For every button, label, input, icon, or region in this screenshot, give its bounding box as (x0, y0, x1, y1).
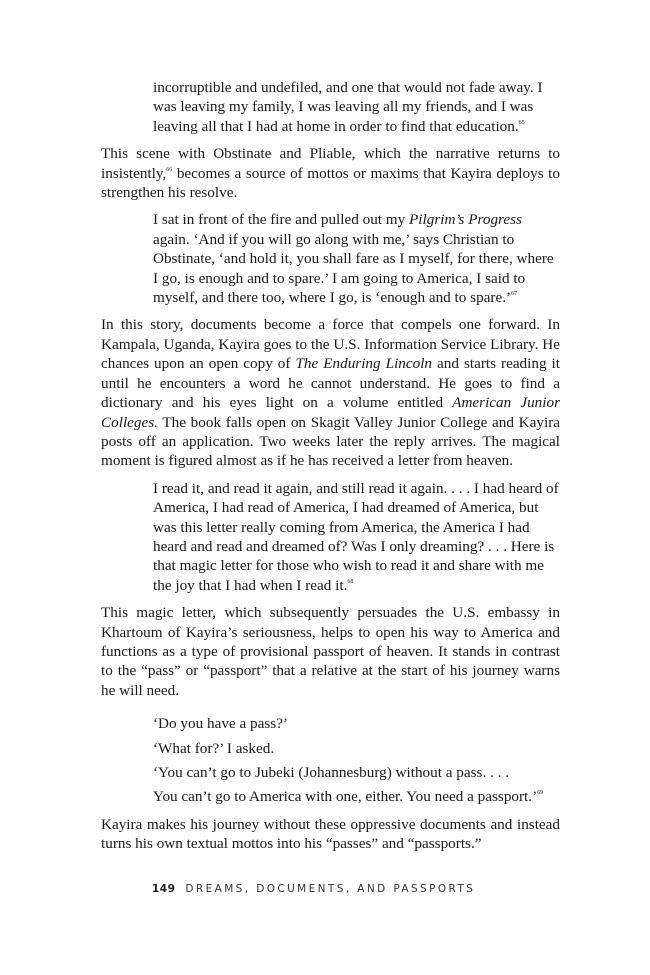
italic-title: The Enduring Lincoln (295, 355, 433, 373)
dialogue-line (153, 739, 560, 758)
body-paragraph (101, 815, 560, 854)
text-run: incorruptible and undefiled, and one that would not fade away. I was leaving my family, I was leaving all my friends, and I was leaving all that I had at home in order to find that education. (153, 79, 543, 135)
text-run: You can’t go to America with one, either. You need a passport.’ (153, 788, 538, 806)
quote-text (153, 479, 560, 595)
text-run: ‘What for?’ I asked. (153, 739, 275, 757)
italic-title: Pilgrim’s Progress (409, 211, 522, 229)
footnote-ref: 67 (511, 291, 518, 297)
page-number: 149 (152, 883, 176, 895)
dialogue-line (153, 787, 560, 806)
text-run: becomes a source of mottos or maxims that Kayira deploys to strengthen his resolve. (101, 164, 560, 202)
running-head: DREAMS, DOCUMENTS, AND PASSPORTS (185, 883, 476, 895)
block-quote (153, 479, 560, 595)
page-body (101, 78, 560, 862)
footnote-ref: 69 (537, 790, 544, 797)
body-paragraph (101, 144, 560, 202)
dialogue-line (153, 763, 560, 782)
dialogue-block (153, 714, 560, 807)
text-run: again. ‘And if you will go along with me,’ says Christian to Obstinate, ‘and hold it, you shall fare as I myself, for there, where I go, is enough and to spare.’ I am going to America, I said to myself, and there too, where I go, is ‘enough and to spare.’ (153, 230, 554, 307)
text-run: The book falls open on Skagit Valley Junior College and Kayira posts off an application. Two weeks later the reply arrives. The magical moment is figured almost as if he has received a letter from heaven. (101, 413, 560, 470)
text-run: and starts reading it until he encounters a word he cannot understand. He goes to find a dictionary and his eyes light on a volume entitled (101, 355, 560, 412)
text-run: In this story, documents become a force that compels one forward. In Kampala, Uganda, Kayira goes to the U.S. Information Service Library. He chances upon an open copy of (101, 316, 560, 373)
body-paragraph (101, 603, 560, 700)
footnote-ref: 66 (166, 166, 173, 173)
text-run: Kayira makes his journey without these oppressive documents and instead turns his own textual mottos into his “passes” and “passports.” (101, 815, 560, 853)
body-paragraph (101, 315, 560, 470)
text-run: I read it, and read it again, and still read it again. . . . I had heard of America, I had read of America, I had dreamed of America, but was this letter really coming from America, the America I had heard and read and dreamed of? Was I only dreaming? . . . Here is that magic letter for those who wish to read it and share with me the joy that I had when I read it. (153, 479, 559, 594)
quote-text (153, 210, 560, 307)
quote-text (153, 78, 560, 136)
block-quote (153, 210, 560, 307)
footnote-ref: 68 (347, 578, 354, 585)
block-quote (153, 78, 560, 136)
text-run: This scene with Obstinate and Pliable, which the narrative returns to insistently, (101, 145, 560, 182)
text-run: ‘You can’t go to Jubeki (Johannesburg) without a pass. . . . (153, 764, 510, 781)
italic-title: American Junior Colleges. (101, 394, 560, 431)
text-run: I sat in front of the fire and pulled out my (153, 211, 410, 229)
footnote-ref: 65 (518, 119, 525, 126)
text-run: This magic letter, which subsequently persuades the U.S. embassy in Khartoum of Kayira’s seriousness, helps to open his way to America and functions as a type of provisional passport of heaven. It stands in contrast to the “pass” or “passport” that a relative at the start of his journey warns he will need. (101, 604, 560, 699)
page-footer (152, 883, 475, 895)
dialogue-line (153, 714, 560, 733)
text-run: ‘Do you have a pass?’ (153, 715, 288, 733)
